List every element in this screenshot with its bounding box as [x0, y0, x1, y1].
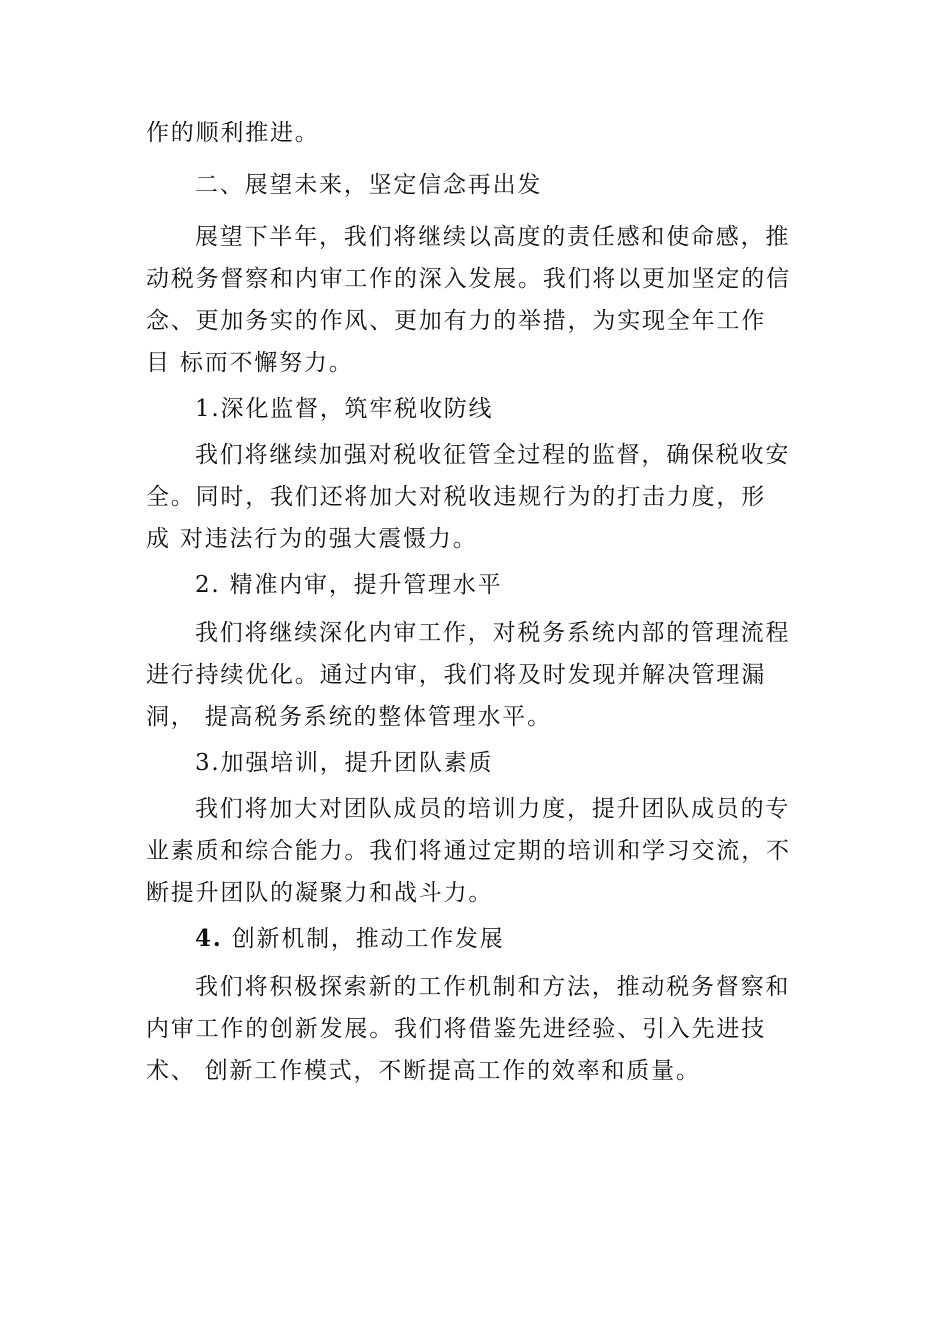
paragraph-line: 念、更加务实的作风、更加有力的举措，为实现全年工作 — [146, 308, 766, 334]
paragraph-line: 我们将积极探索新的工作机制和方法，推动税务督察和 — [195, 974, 791, 1000]
paragraph-line: 内审工作的创新发展。我们将借鉴先进经验、引入先进技 — [146, 1016, 766, 1042]
section-heading: 二、展望未来，坚定信念再出发 — [195, 172, 543, 198]
paragraph-line: 我们将加大对团队成员的培训力度，提升团队成员的专 — [195, 796, 791, 822]
paragraph-line: 洞， 提高税务系统的整体管理水平。 — [146, 704, 552, 730]
subheading: 1.深化监督，筑牢税收防线 — [195, 396, 494, 422]
paragraph-line: 我们将继续深化内审工作，对税务系统内部的管理流程 — [195, 620, 791, 646]
paragraph-line: 成 对违法行为的强大震慑力。 — [146, 526, 478, 552]
subheading-text: 创新机制，推动工作发展 — [222, 926, 505, 952]
paragraph-line: 术、 创新工作模式，不断提高工作的效率和质量。 — [146, 1058, 701, 1084]
subheading: 2. 精准内审，提升管理水平 — [195, 572, 503, 598]
subheading-number: 4. — [195, 925, 223, 952]
paragraph-line: 我们将继续加强对税收征管全过程的监督，确保税收安 — [195, 442, 791, 468]
paragraph-line: 断提升团队的凝聚力和战斗力。 — [146, 880, 494, 906]
paragraph-line: 进行持续优化。通过内审，我们将及时发现并解决管理漏 — [146, 662, 766, 688]
subheading: 3.加强培训，提升团队素质 — [195, 750, 494, 776]
paragraph-line: 展望下半年，我们将继续以高度的责任感和使命感，推 — [195, 224, 791, 250]
subheading — [195, 924, 865, 954]
paragraph-line: 业素质和综合能力。我们将通过定期的培训和学习交流，不 — [146, 838, 791, 864]
paragraph-line: 全。同时，我们还将加大对税收违规行为的打击力度，形 — [146, 484, 766, 510]
paragraph-line: 目 标而不懈努力。 — [146, 350, 354, 376]
paragraph-line: 作的顺利推进。 — [146, 120, 320, 146]
paragraph-line: 动税务督察和内审工作的深入发展。我们将以更加坚定的信 — [146, 266, 791, 292]
